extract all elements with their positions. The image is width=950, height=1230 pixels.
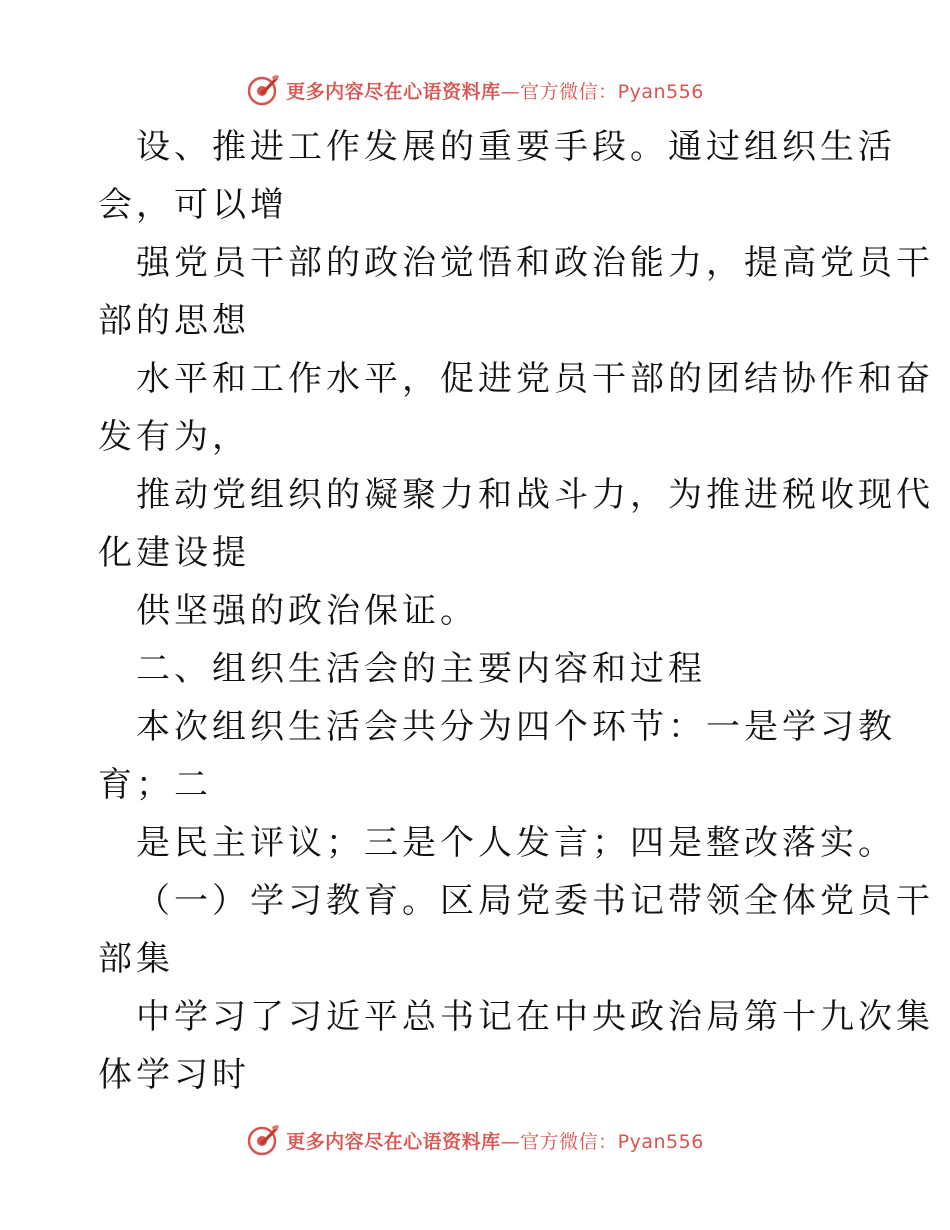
- document-body: [98, 118, 934, 1104]
- body-line: 推动党组织的凝聚力和战斗力，为推进税收现代: [136, 475, 934, 515]
- subsection-heading: （一）学习教育。区局党委书记带领全体党员干: [136, 881, 934, 921]
- body-line: 设、推进工作发展的重要手段。通过组织生活: [136, 127, 896, 167]
- header-watermark-banner: [0, 70, 950, 110]
- body-line: 本次组织生活会共分为四个环节：一是学习教: [136, 707, 896, 747]
- body-line: 中学习了习近平总书记在中央政治局第十九次集: [136, 997, 934, 1037]
- quill-logo-icon: [246, 1123, 280, 1157]
- body-line: 水平和工作水平，促进党员干部的团结协作和奋: [136, 359, 934, 399]
- body-line: 发有为，: [98, 417, 250, 457]
- footer-banner-main: 更多内容尽在心语资料库: [286, 1130, 501, 1153]
- body-line: 部的思想: [98, 301, 250, 341]
- body-line: 部集: [98, 939, 174, 979]
- body-line: 供坚强的政治保证。: [136, 591, 478, 631]
- body-line: 育；二: [98, 765, 212, 805]
- header-banner-separator: —: [500, 80, 521, 103]
- header-banner-text: [286, 77, 704, 104]
- header-banner-main: 更多内容尽在心语资料库: [286, 80, 501, 103]
- footer-watermark-banner: [0, 1120, 950, 1160]
- footer-banner-text: [286, 1127, 704, 1154]
- body-line: 强党员干部的政治觉悟和政治能力，提高党员干: [136, 243, 934, 283]
- footer-banner-separator: —: [500, 1130, 521, 1153]
- header-banner-contact: 官方微信：Pyan556: [520, 80, 704, 103]
- body-line: 是民主评议；三是个人发言；四是整改落实。: [136, 823, 896, 863]
- quill-logo-icon: [246, 73, 280, 107]
- footer-banner-contact: 官方微信：Pyan556: [520, 1130, 704, 1153]
- section-heading: 二、组织生活会的主要内容和过程: [136, 649, 706, 689]
- body-line: 化建设提: [98, 533, 250, 573]
- body-line: 会，可以增: [98, 185, 288, 225]
- body-line: 体学习时: [98, 1055, 250, 1095]
